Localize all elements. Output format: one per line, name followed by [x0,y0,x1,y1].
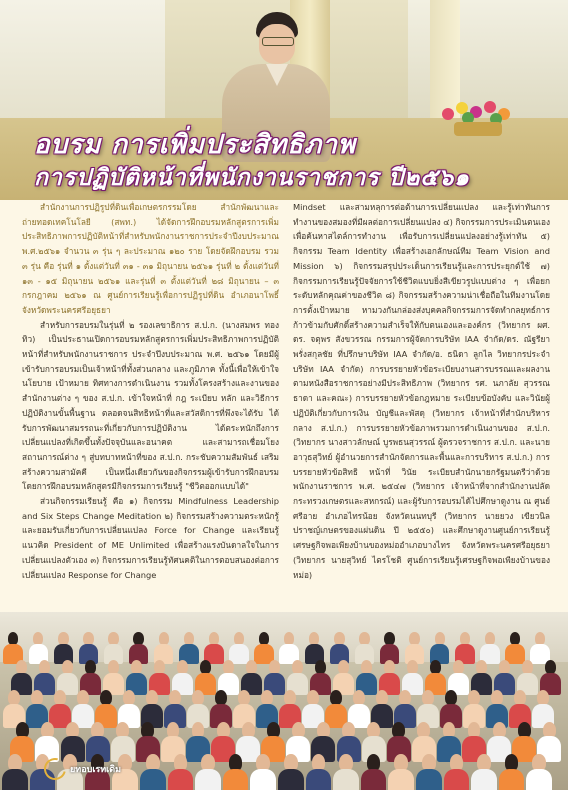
crowd-person-head [146,690,158,705]
crowd-person-body [306,769,332,790]
crowd-person-body [333,769,359,790]
text-column-left [22,200,279,612]
crowd-person-head [430,660,441,674]
title-line-2: การปฏิบัติหน้าที่พนักงานราชการ ปี๒๕๖๑ [34,164,470,191]
crowd-person-head [269,660,280,674]
crowd-person-head [215,690,227,705]
crowd-person-head [537,690,549,705]
crowd-person-head [284,690,296,705]
crowd-person-body [195,769,221,790]
crowd-person-head [499,660,510,674]
crowd-person-head [476,660,487,674]
crowd-person-body [278,769,304,790]
crowd-person-body [388,769,414,790]
paragraph: สำนักงานการปฏิรูปที่ดินเพื่อเกษตรกรรมโดย สำนักพัฒนาและถ่ายทอดเทคโนโลยี (สพท.) ได้จัดการฝึกอบรมหลักสูตรการเพิ่มประสิทธิภาพการปฏิบัติหน้าที่สำหรับพนักงานราชการประจำปีงบประมาณ พ.ศ.๒๕๖๑ จำนวน ๓ รุ่น ๆ ละประมาณ ๑๒๐ ราย โดยจัดฝึกอบรม รวม ๓ รุ่น คือ รุ่นที่ ๑ ตั้งแต่วันที่ ๓๑ - ๓๑ มิถุนายน ๒๕๖๑ รุ่นที่ ๒ ตั้งแต่วันที่ ๑๓ - ๑๕ มิถุนายน ๒๕๖๑ และรุ่นที่ ๓ ตั้งแต่วันที่ ๒๘ มิถุนายน – ๓ กรกฎาคม ๒๕๖๑ ณ ศูนย์การเรียนรู้เพื่อการปฏิรูปที่ดิน อำเภอนาโพธิ์ จังหวัดพระนครศรีอยุธยา [22,202,279,315]
wall-left [0,0,165,120]
logo-icon [40,754,70,784]
crowd-person-head [307,690,319,705]
crowd-person-head [77,690,89,705]
crowd-person-head [545,660,556,674]
crowd-person-head [361,660,372,674]
crowd-person-head [468,690,480,705]
crowd-person-head [246,660,257,674]
crowd-person-head [31,690,43,705]
crowd-person-head [108,660,119,674]
crowd-person-head [16,660,27,674]
crowd-person-head [177,660,188,674]
crowd-person-head [384,660,395,674]
crowd-person-body [416,769,442,790]
crowd-person-head [100,690,112,705]
crowd-person-head [422,690,434,705]
paragraph: ส่วนกิจกรรมเรียนรู้ คือ ๑) กิจกรรม Mindfulness Leadership and Six Steps Change Meditation ๒) กิจกรรมสร้างความตระหนักรู้และยอมรับเกี่ยวกับการเปลี่ยนแปลง Force for Change และเรียนรู้แนวคิด President of ME Unlimited เพื่อสร้างแรงบันดาลใจในการเปลี่ยนแปลงตัวเอง ๓) กิจกรรมการเรียนรู้ทัศนคติในการตอบสนองต่อการเปลี่ยนแปลง Response for Change [22,496,279,580]
crowd-person-body [526,769,552,790]
crowd-person-head [8,690,20,705]
crowd-person-head [376,690,388,705]
top-photo [0,0,568,200]
crowd-person-head [131,660,142,674]
crowd-person-head [223,660,234,674]
crowd-person-head [453,660,464,674]
crowd-person-body [499,769,525,790]
crowd-person-head [154,660,165,674]
crowd-person-head [338,660,349,674]
text-column-right [293,200,550,612]
paragraph: สำหรับการอบรมในรุ่นที่ ๒ รองเลขาธิการ ส.ป.ก. (นางสมพร ทองทิว) เป็นประธานเปิดการอบรมหลักสูตรการเพิ่มประสิทธิภาพการปฏิบัติหน้าที่สำหรับพนักงานราชการ ประจำปีงบประมาณ พ.ศ. ๒๕๖๑ โดยมีผู้เข้ารับการอบรมเป็นเจ้าหน้าที่ทั้งส่วนกลาง และภูมิภาค ทั้งนี้เพื่อให้เข้าใจนโยบาย เป้าหมาย ทิศทางการดำเนินงาน รวมทั้งโครงสร้างและงานของสำนักงานต่าง ๆ ของ ส.ป.ก. เข้าใจหน้าที่ กฎ ระเบียบ หลัก และวิธีการปฏิบัติงานขั้นพื้นฐาน ตลอดจนสิทธิหน้าที่และสวัสดิการที่พึงจะได้รับ ได้รับการพัฒนาสมรรถนะที่เกี่ยวกับการปฏิบัติงาน ได้ตระหนักถึงการเปลี่ยนแปลงที่เกิดขึ้นทั้งปัจจุบันและอนาคต และสามารถเชื่อมโยงสถานการณ์ต่าง ๆ สู่บทบาทหน้าที่ของ ส.ป.ก. กระชับความสัมพันธ์ เสริมสร้างความสามัคคี เป็นหนึ่งเดียวกันของกิจกรรมผู้เข้ารับการฝึกอบรม โดยการฝึกอบรมหลักสูตรมีกิจกรรมการเรียนรู้ "ชีวิตออกแบบได้" [22,319,279,492]
crowd-person-head [54,690,66,705]
crowd-person-head [399,690,411,705]
crowd-person-body [471,769,497,790]
crowd-person-body [223,769,249,790]
crowd-person-head [292,660,303,674]
crowd-person-body [140,769,166,790]
article-title [0,120,568,196]
logo-text: ยทอบเรทเดิม [70,765,122,775]
publication-logo [44,758,121,780]
crowd-person-body [250,769,276,790]
crowd-person-head [353,690,365,705]
crowd-person-head [315,660,326,674]
crowd-person-head [407,660,418,674]
paragraph: Mindset และสามหลุการต่อต้านการเปลี่ยนแปลง และรู้เท่าทันการทำงานของสมองที่มีผลต่อการเปลี่ยนแปลง ๔) กิจกรรมการประเมินตนเองเพื่อค้นหาสไตล์การทำงาน เพื่อรับการเปลี่ยนแปลงอย่างรู้เท่าทัน ๕) กิจกรรม Team Identity เพื่อสร้างเอกลักษณ์ทีม Team Vision and Mission ๖) กิจกรรมสรุปประเด็นการเรียนรู้และการประยุกต์ใช้ ๗) กิจกรรมการเรียนรู้ปัจจัยการใช้ชีวิตแบบยิ่งสีเขียวรูปแบบต่าง ๆ เพื่อยกระดับหลักคุณค่าของชีวิต ๘) กิจกรรมสร้างความน่าเชื่อถือในทีมงานโดยการตั้งเป้าหมาย หามวงกันกล่องส่งบุคคลกิจกรรมการจัดทำกลยุทธ์การก้าวข้ามกับศักดิ์สร้างความสำเร็จให้กับตนเองและองค์กร (วิทยากร ผศ. ดร. จตุพร สังขวรรณ กรรมการผู้จัดการบริษัท IAA จำกัด/ดร. ณัฐรียา พรั่งสกุลชัย ที่ปรึกษาบริษัท IAA จำกัด/อ. ธนิดา ลูกไล วิทยากรประจำบริษัท IAA จำกัด) การบรรยายหัวข้อระเบียบงานสารบรรณและผลงานตามหนังสือราชการอย่างมีประสิทธิภาพ (วิทยากร รศ. นภาลัย สุวรรณธาดา และคณะ) การบรรยายหัวข้อกฎหมาย ระเบียบข้อบังคับ และวินัยผู้ปฏิบัติเกี่ยวกับการเงิน บัญชีและพัสดุ (วิทยากร เจ้าหน้าที่สำนักบริหารกลาง ส.ป.ก.) การบรรยายหัวข้อภาพรวมการดำเนินงานของ ส.ป.ก. (วิทยากร นางสาวลักษณ์ บูรพธนสุวรรณ์ ผู้ตรวจราชการ ส.ป.ก. และนายอาวุธสุวิทย์ ผู้อำนวยการสำนักจัดการและพื้นและการบริหาร ส.ป.ก.) การบรรยายหัวข้อสิทธิ หน้าที่ วินัย ระเบียบสำนักนายกรัฐมนตรีว่าด้วยพนักงานราชการ พ.ศ. ๒๕๔๗ (วิทยากร เจ้าหน้าที่จากสำนักงานปลัดกระทรวงเกษตรและสหกรณ์) และผู้รับการอบรมได้ไปศึกษาดูงาน ณ ศูนย์ศรีอาย อำเภอไทรน้อย จังหวัดนนทบุรี (วิทยากร นายยวง เขียวนิล ปราชญ์เกษตรของแผ่นดิน ปี ๒๕๕๐) และศึกษาดูงานศูนย์การเรียนรู้เศรษฐกิจพอเพียงบ้านของหม่ออำเภอบางไทร จังหวัดพระนครศรีอยุธยา (วิทยากร นายสุวิทย์ ไตรโชติ ศูนย์การเรียนรู้เศรษฐกิจพอเพียงบ้านของหม่อ) [293,202,550,580]
crowd-person-head [169,690,181,705]
crowd-person-head [330,690,342,705]
article-body [22,200,550,612]
crowd-person-body [444,769,470,790]
crowd-person-body [168,769,194,790]
crowd-person-head [445,690,457,705]
crowd-person-body [361,769,387,790]
crowd-person-head [62,660,73,674]
crowd-person-head [514,690,526,705]
title-line-1: อบรม การเพิ่มประสิทธิภาพ [34,130,356,160]
crowd-person-head [238,690,250,705]
crowd-person-body [2,769,28,790]
crowd-person-head [85,660,96,674]
crowd-person-head [522,660,533,674]
crowd-person-head [491,690,503,705]
crowd-person-head [261,690,273,705]
crowd-person-head [200,660,211,674]
crowd-person-head [192,690,204,705]
crowd-person-head [39,660,50,674]
crowd-person-head [123,690,135,705]
